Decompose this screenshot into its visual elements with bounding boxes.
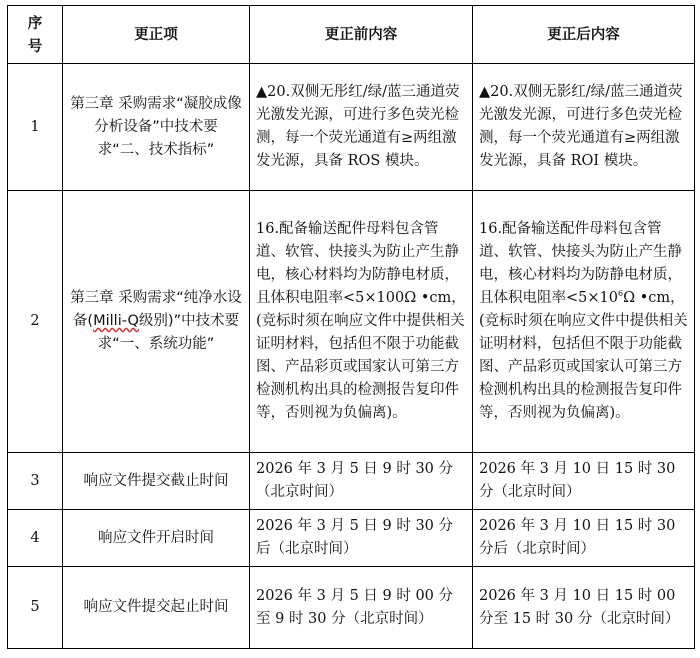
row-index: 4 <box>8 510 63 567</box>
row-before: 2026 年 3 月 5 日 9 时 30 分（北京时间） <box>250 453 473 510</box>
row-after: 2026 年 3 月 10 日 15 时 30 分后（北京时间） <box>473 510 695 567</box>
table-row <box>8 510 695 567</box>
row-item: 第三章 采购需求“凝胶成像分析设备”中技术要求“二、技术指标” <box>63 64 250 191</box>
row-index: 2 <box>8 191 63 453</box>
row-before: 2026 年 3 月 5 日 9 时 00 分至 9 时 30 分（北京时间） <box>250 567 473 649</box>
row-index: 3 <box>8 453 63 510</box>
row-after: ▲20.双侧无影红/绿/蓝三通道荧光激发光源，可进行多色荧光检测，每一个荧光通道有≥两组激发光源，具备 ROI 模块。 <box>473 64 695 191</box>
table-row <box>8 453 695 510</box>
row-before: 2026 年 3 月 5 日 9 时 30 分后（北京时间） <box>250 510 473 567</box>
row-item: 响应文件开启时间 <box>63 510 250 567</box>
after-text: 16.配备输送配件母料包含管道、软管、快接头为防止产生静电，核心材料均为防静电材质，且体积电阻率<5×10 <box>479 221 682 306</box>
item-text: 级别)”中技术要求“一、系统功能” <box>97 313 240 352</box>
row-index: 1 <box>8 64 63 191</box>
header-before: 更正前内容 <box>250 6 473 64</box>
header-after: 更正后内容 <box>473 6 695 64</box>
row-index: 5 <box>8 567 63 649</box>
spellcheck-flagged-text: Milli-Q <box>93 313 139 329</box>
item-text: 第三章 采购需求“纯净水设备( <box>70 290 242 329</box>
after-text: Ω •cm，(竞标时须在响应文件中提供相关证明材料，包括但不限于功能截图、产品彩页或国家认可第三方检测机构出具的检测报告复印件等，否则视为负偏离)。 <box>479 290 688 421</box>
row-item: 响应文件提交截止时间 <box>63 453 250 510</box>
row-after <box>473 191 695 453</box>
exponent: 6 <box>617 289 624 298</box>
table-row <box>8 64 695 191</box>
header-index: 序号 <box>8 6 63 64</box>
table-row <box>8 567 695 649</box>
header-item: 更正项 <box>63 6 250 64</box>
row-before: ▲20.双侧无彤红/绿/蓝三通道荧光激发光源，可进行多色荧光检测，每一个荧光通道有≥两组激发光源，具备 ROS 模块。 <box>250 64 473 191</box>
row-item: 响应文件提交起止时间 <box>63 567 250 649</box>
row-item <box>63 191 250 453</box>
row-before: 16.配备输送配件母料包含管道、软管、快接头为防止产生静电，核心材料均为防静电材质，且体积电阻率<5×100Ω •cm，(竞标时须在响应文件中提供相关证明材料，包括但不限于功能截图、产品彩页或国家认可第三方检测机构出具的检测报告复印件等，否则视为负偏离)。 <box>250 191 473 453</box>
table-row <box>8 191 695 453</box>
header-row <box>8 6 695 64</box>
row-after: 2026 年 3 月 10 日 15 时 30 分（北京时间） <box>473 453 695 510</box>
row-after: 2026 年 3 月 10 日 15 时 00 分至 15 时 30 分（北京时间） <box>473 567 695 649</box>
correction-table <box>7 5 695 649</box>
